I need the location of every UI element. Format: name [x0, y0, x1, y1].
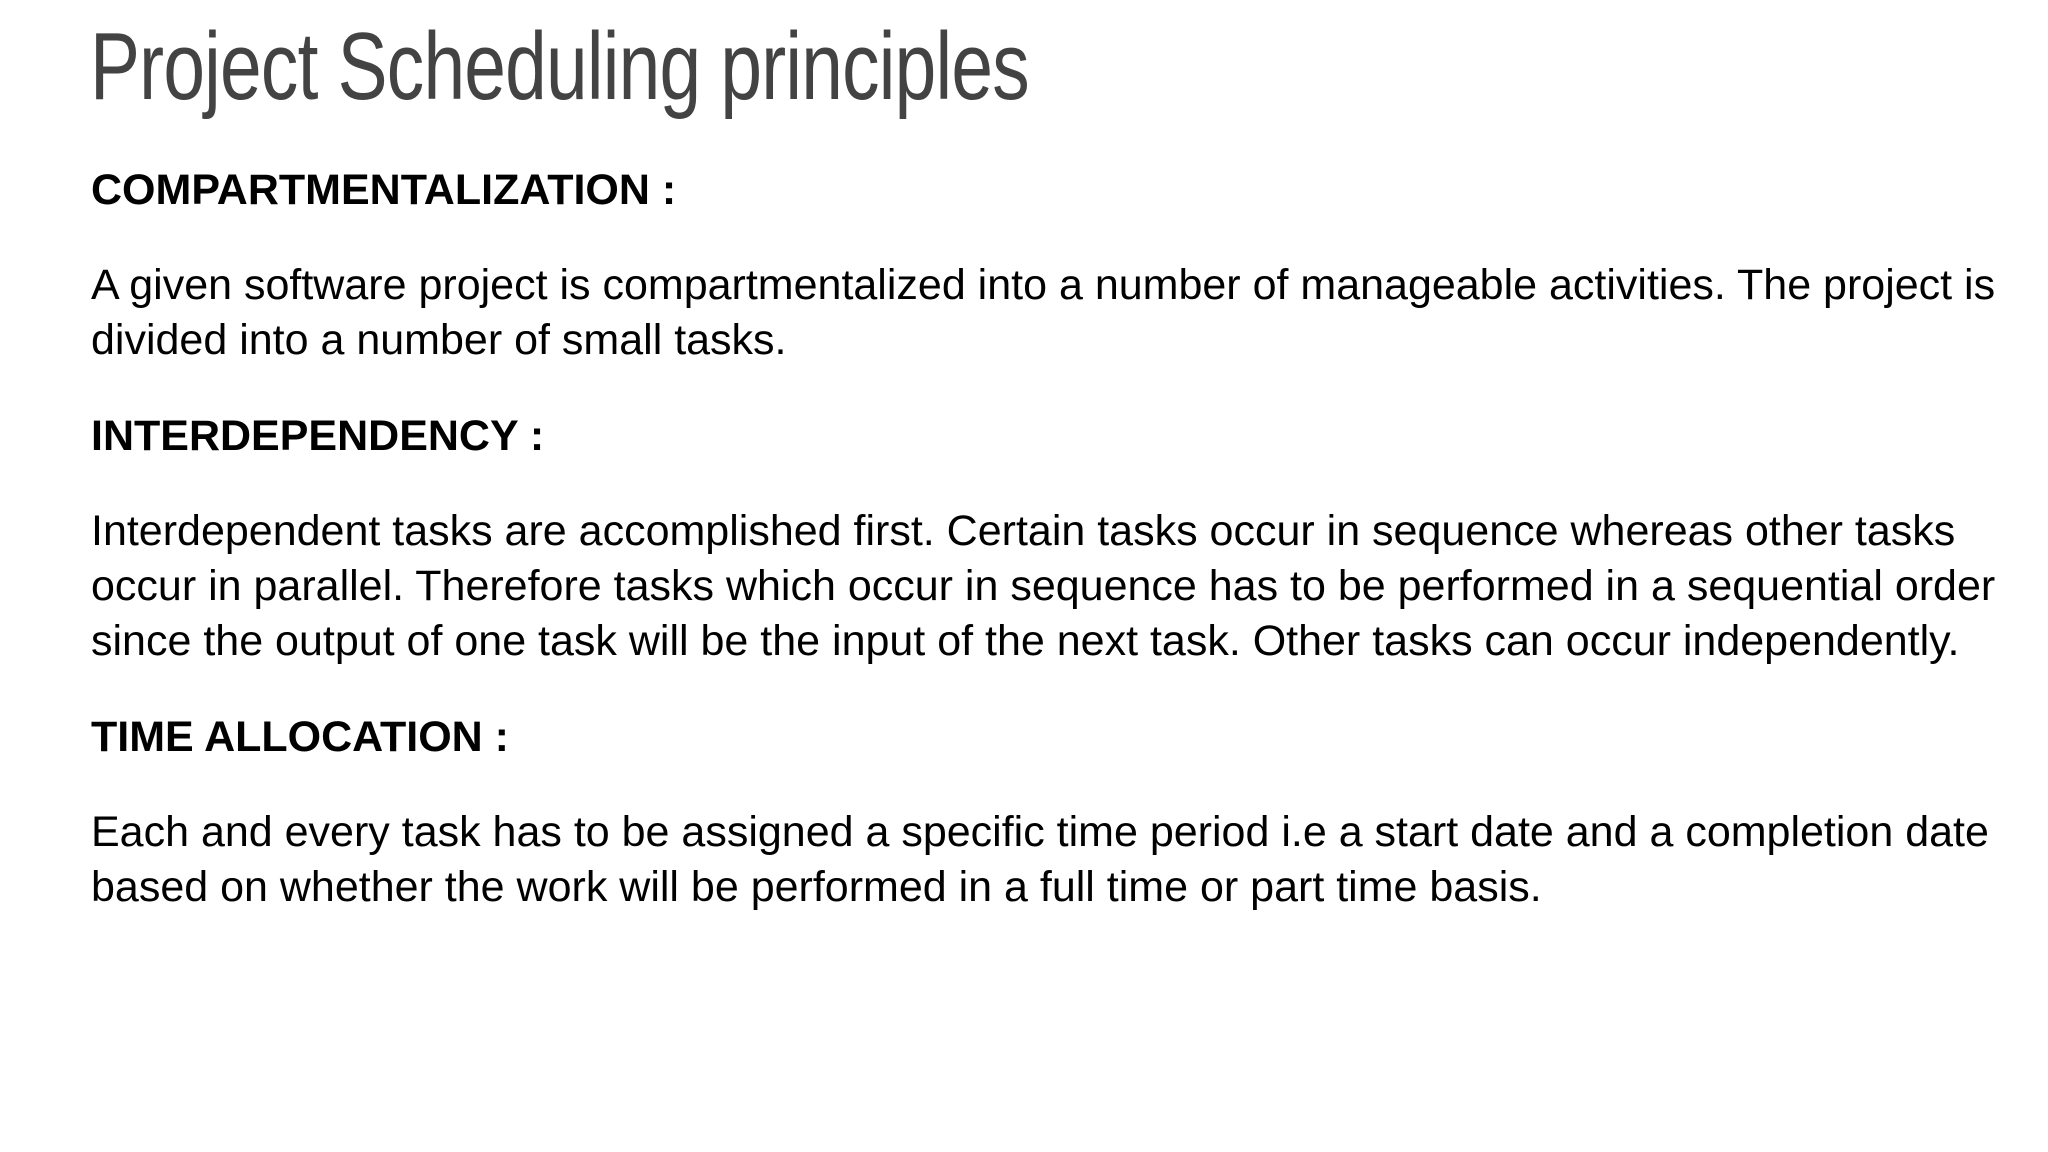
- section-text-time-allocation: Each and every task has to be assigned a specific time period i.e a start date and a completion date based on whether the work will be performed in a full time or part time basis.: [91, 808, 1989, 911]
- section-text-interdependency: Interdependent tasks are accomplished first. Certain tasks occur in sequence whereas other tasks occur in parallel. Therefore tasks which occur in sequence has to be performed in a sequential order since the output of one task will be the input of the next task. Other tasks can occur independently.: [91, 507, 1996, 665]
- section-heading-interdependency: INTERDEPENDENCY :: [91, 412, 545, 460]
- section-text-compartmentalization: A given software project is compartmentalized into a number of manageable activities. The project is divided into a number of small tasks.: [91, 261, 1996, 364]
- slide-body: [91, 162, 2026, 955]
- section-heading-compartmentalization: COMPARTMENTALIZATION :: [91, 166, 677, 214]
- slide-title: Project Scheduling principles: [90, 13, 1029, 120]
- section-heading-time-allocation: TIME ALLOCATION :: [91, 713, 509, 761]
